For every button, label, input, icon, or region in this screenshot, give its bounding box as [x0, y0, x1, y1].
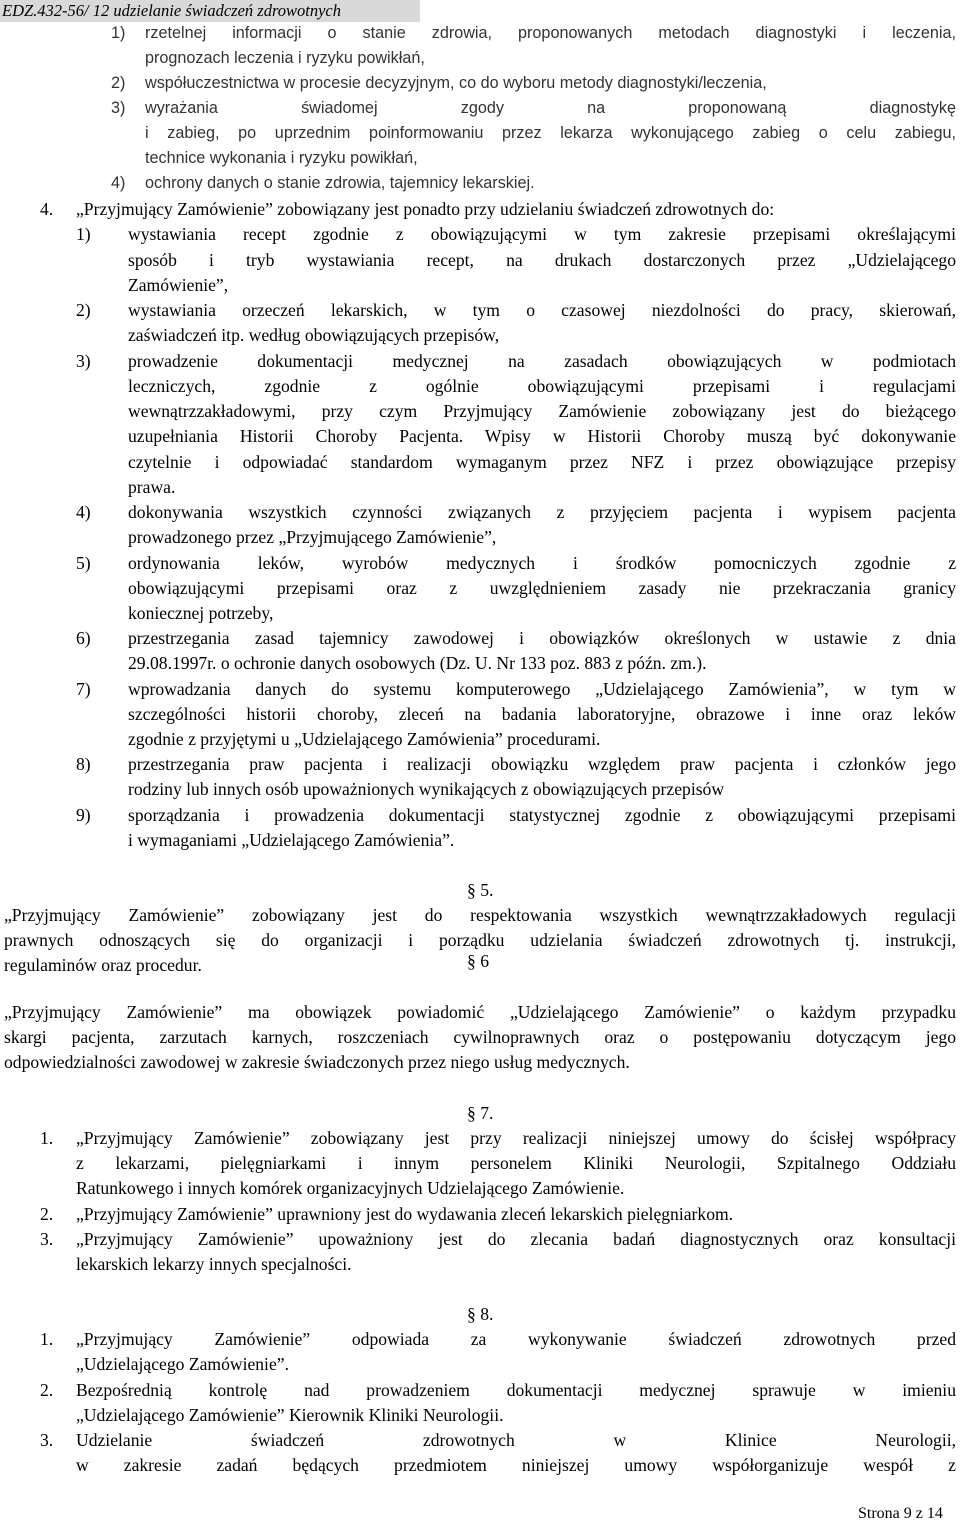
paragraph-8-item-line: Udzielanie świadczeń zdrowotnych w Klinice Neurologii,	[76, 1430, 956, 1450]
obligation-item-line: Zamówienie”,	[128, 275, 229, 295]
obligation-item-line: wystawiania orzeczeń lekarskich, w tym o czasowej niezdolności do pracy, skierowań,	[128, 300, 956, 320]
document-header	[0, 0, 420, 22]
paragraph-7-item-number: 1.	[40, 1128, 54, 1148]
paragraph-8-item-number: 3.	[40, 1430, 54, 1450]
obligation-item-line: szczególności historii choroby, zleceń na badania laboratoryjne, obrazowe i inne oraz leków	[128, 704, 956, 724]
obligation-item-number: 2)	[76, 300, 91, 320]
paragraph-heading: § 8.	[467, 1304, 494, 1324]
obligation-item-number: 7)	[76, 679, 91, 699]
paragraph-5-line: „Przyjmujący Zamówienie” zobowiązany jest do respektowania wszystkich wewnątrzzakładowych regulacji	[4, 905, 956, 925]
paragraph-7-item-line: Ratunkowego i innych komórek organizacyjnych Udzielającego Zamówienie.	[76, 1178, 625, 1198]
section-number: 4.	[40, 199, 54, 219]
paragraph-6-line: „Przyjmujący Zamówienie” ma obowiązek powiadomić „Udzielającego Zamówienie” o każdym przypadku	[4, 1002, 956, 1022]
paragraph-7-item-line: z lekarzami, pielęgniarkami i innym personelem Kliniki Neurologii, Szpitalnego Oddziału	[76, 1153, 956, 1173]
obligation-item-line: przestrzegania praw pacjenta i realizacji obowiązku względem praw pacjenta i członków jego	[128, 754, 956, 774]
paragraph-8-item-line: „Udzielającego Zamówienie”.	[76, 1354, 289, 1374]
top-list-item-line: rzetelnej informacji o stanie zdrowia, proponowanych metodach diagnostyki i leczenia,	[145, 24, 956, 42]
paragraph-6-line: odpowiedzialności zawodowej w zakresie świadczonych przez niego usług medycznych.	[4, 1052, 630, 1072]
top-list-item-line: technice wykonania i ryzyku powikłań,	[145, 149, 418, 167]
obligation-item-line: wystawiania recept zgodnie z obowiązującymi w tym zakresie przepisami określającymi	[128, 224, 956, 244]
section-intro: „Przyjmujący Zamówienie” zobowiązany jest ponadto przy udzielaniu świadczeń zdrowotnych do:	[76, 199, 775, 219]
paragraph-8-item-number: 1.	[40, 1329, 54, 1349]
paragraph-8-item-line: „Udzielającego Zamówienie” Kierownik Kliniki Neurologii.	[76, 1405, 504, 1425]
paragraph-5-line: prawnych odnoszących się do organizacji i porządku udzielania świadczeń zdrowotnych tj. instrukcji,	[4, 930, 956, 950]
obligation-item-line: sposób i tryb wystawiania recept, na drukach dostarczonych przez „Udzielającego	[128, 250, 956, 270]
obligation-item-line: prawa.	[128, 477, 176, 497]
page-number: Strona 9 z 14	[858, 1505, 943, 1522]
obligation-item-number: 3)	[76, 351, 91, 371]
paragraph-8-item-line: „Przyjmujący Zamówienie” odpowiada za wykonywanie świadczeń zdrowotnych przed	[76, 1329, 956, 1349]
obligation-item-line: 29.08.1997r. o ochronie danych osobowych (Dz. U. Nr 133 poz. 883 z późn. zm.).	[128, 653, 707, 673]
paragraph-7-item-number: 3.	[40, 1229, 54, 1249]
paragraph-7-item-line: „Przyjmujący Zamówienie” uprawniony jest do wydawania zleceń lekarskich pielęgniarkom.	[76, 1204, 734, 1224]
obligation-item-line: prowadzonego przez „Przyjmującego Zamówienie”,	[128, 527, 497, 547]
paragraph-8-item-number: 2.	[40, 1380, 54, 1400]
paragraph-7-item-line: lekarskich lekarzy innych specjalności.	[76, 1254, 352, 1274]
top-list-item-line: wyrażania świadomej zgody na proponowaną diagnostykę	[145, 99, 956, 117]
top-list-item-line: współuczestnictwa w procesie decyzyjnym, co do wyboru metody diagnostyki/leczenia,	[145, 74, 767, 92]
paragraph-heading: § 5.	[467, 880, 494, 900]
obligation-item-number: 9)	[76, 805, 91, 825]
paragraph-6-line: skargi pacjenta, zarzutach karnych, roszczeniach cywilnoprawnych oraz o postępowaniu dotyczącym jego	[4, 1027, 956, 1047]
obligation-item-line: zgodnie z przyjętymi u „Udzielającego Zamówienia” procedurami.	[128, 729, 601, 749]
obligation-item-line: dokonywania wszystkich czynności związanych z przyjęciem pacjenta i wypisem pacjenta	[128, 502, 956, 522]
obligation-item-line: i wymaganiami „Udzielającego Zamówienia”.	[128, 830, 455, 850]
paragraph-heading: § 7.	[467, 1103, 494, 1123]
obligation-item-number: 8)	[76, 754, 91, 774]
header-text: EDZ.432-56/ 12 udzielanie świadczeń zdrowotnych	[2, 1, 341, 20]
top-list-item-line: i zabieg, po uprzednim poinformowaniu przez lekarza wykonującego zabieg o celu zabiegu,	[145, 124, 956, 142]
paragraph-heading: § 6	[467, 951, 489, 971]
obligation-item-number: 4)	[76, 502, 91, 522]
obligation-item-line: uzupełniania Historii Choroby Pacjenta. Wpisy w Historii Choroby muszą być dokonywanie	[128, 426, 956, 446]
top-list-item-number: 4)	[111, 174, 126, 192]
top-list-item-number: 1)	[111, 24, 126, 42]
top-list-item-number: 2)	[111, 74, 126, 92]
obligation-item-line: sporządzania i prowadzenia dokumentacji statystycznej zgodnie z obowiązującymi przepisami	[128, 805, 956, 825]
obligation-item-line: obowiązującymi przepisami oraz z uwzględnieniem zasady nie przekraczania granicy	[128, 578, 956, 598]
paragraph-7-item-line: „Przyjmujący Zamówienie” zobowiązany jest przy realizacji niniejszej umowy do ścisłej współpracy	[76, 1128, 956, 1148]
paragraph-7-item-line: „Przyjmujący Zamówienie” upoważniony jest do zlecania badań diagnostycznych oraz konsultacji	[76, 1229, 956, 1249]
obligation-item-line: koniecznej potrzeby,	[128, 603, 274, 623]
top-list-item-number: 3)	[111, 99, 126, 117]
obligation-item-line: prowadzenie dokumentacji medycznej na zasadach obowiązujących w podmiotach	[128, 351, 956, 371]
obligation-item-line: zaświadczeń itp. według obowiązujących przepisów,	[128, 325, 500, 345]
paragraph-8-item-line: w zakresie zadań będących przedmiotem niniejszej umowy współorganizuje wespół z	[76, 1455, 956, 1475]
obligation-item-line: ordynowania leków, wyrobów medycznych i środków pomocniczych zgodnie z	[128, 553, 956, 573]
top-list-item-line: ochrony danych o stanie zdrowia, tajemnicy lekarskiej.	[145, 174, 535, 192]
obligation-item-line: rodziny lub innych osób upoważnionych wynikających z obowiązujących przepisów	[128, 779, 725, 799]
obligation-item-number: 1)	[76, 224, 91, 244]
obligation-item-line: czytelnie i odpowiadać standardom wymaganym przez NFZ i przez obowiązujące przepisy	[128, 452, 956, 472]
obligation-item-line: leczniczych, zgodnie z ogólnie obowiązującymi przepisami i regulacjami	[128, 376, 956, 396]
obligation-item-number: 6)	[76, 628, 91, 648]
obligation-item-number: 5)	[76, 553, 91, 573]
paragraph-5-line: regulaminów oraz procedur.	[4, 955, 202, 975]
top-list-item-line: prognozach leczenia i ryzyku powikłań,	[145, 49, 425, 67]
obligation-item-line: wprowadzania danych do systemu komputerowego „Udzielającego Zamówienia”, w tym w	[128, 679, 956, 699]
paragraph-8-item-line: Bezpośrednią kontrolę nad prowadzeniem dokumentacji medycznej sprawuje w imieniu	[76, 1380, 956, 1400]
paragraph-7-item-number: 2.	[40, 1204, 54, 1224]
obligation-item-line: wewnątrzzakładowymi, przy czym Przyjmujący Zamówienie zobowiązany jest do bieżącego	[128, 401, 956, 421]
obligation-item-line: przestrzegania zasad tajemnicy zawodowej i obowiązków określonych w ustawie z dnia	[128, 628, 956, 648]
